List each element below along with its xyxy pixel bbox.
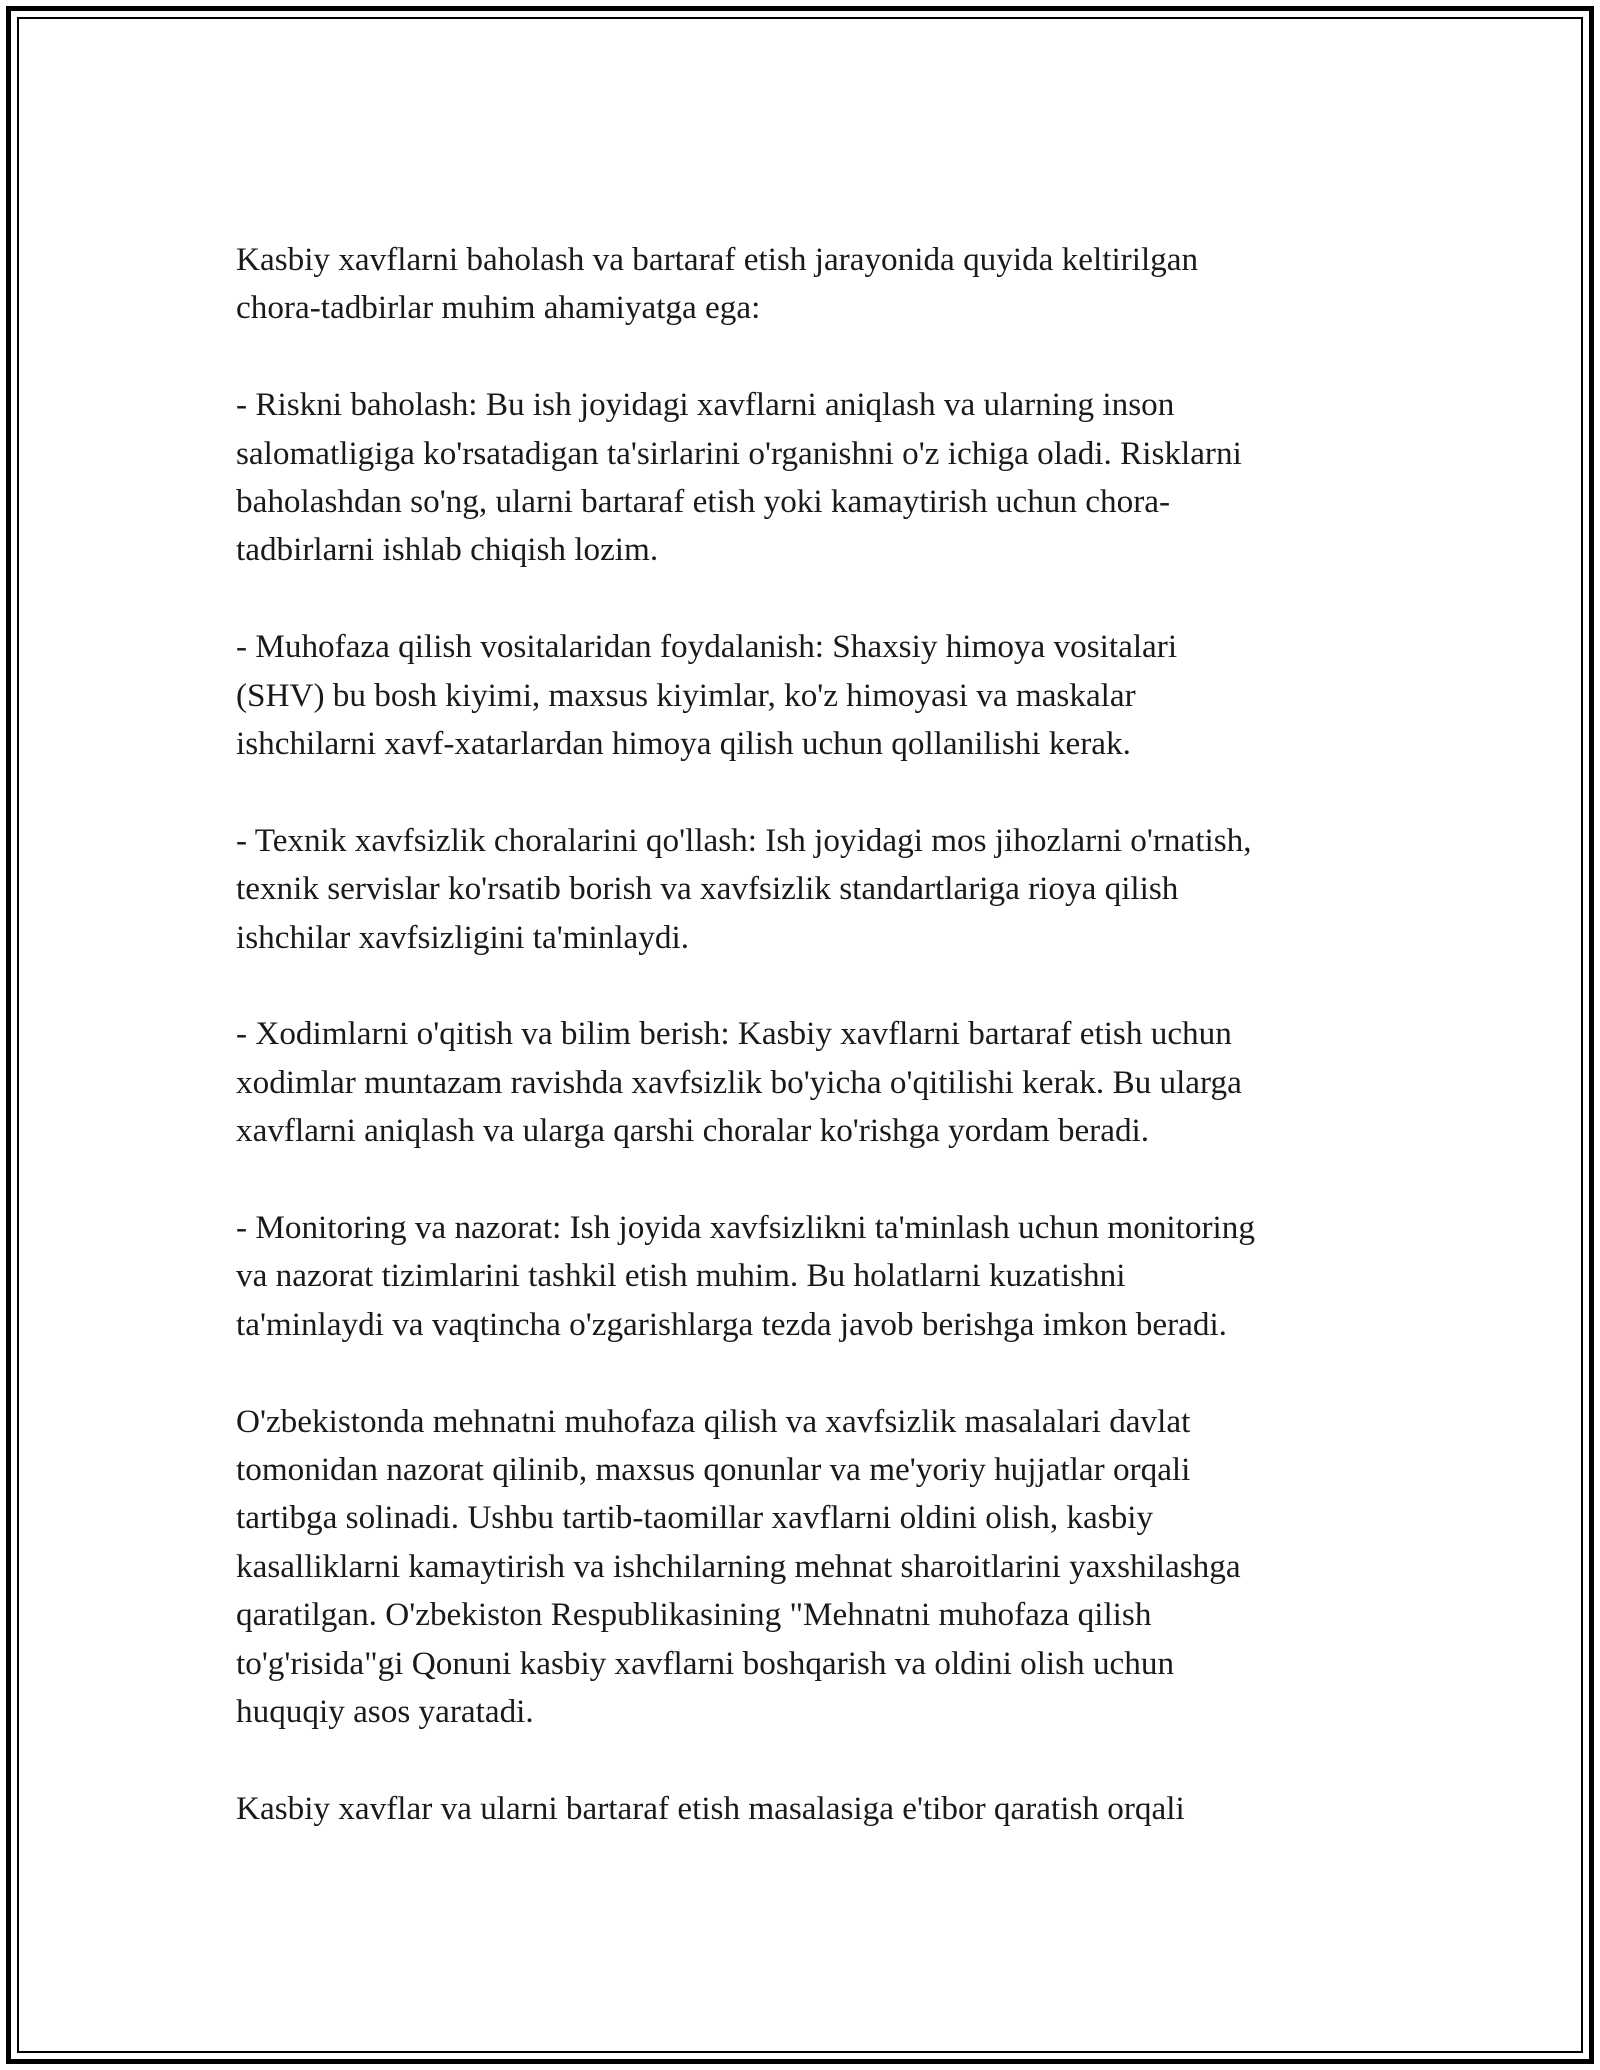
closing-paragraph: Kasbiy xavflar va ularni bartaraf etish masalasiga e'tibor qaratish orqali	[236, 1789, 1185, 1827]
document-body	[236, 236, 1396, 1882]
risk-assessment-paragraph: - Riskni baholash: Bu ish joyidagi xavflarni aniqlash va ularning inson salomatligiga ko'rsatadigan ta'sirlarini o'rganishni o'z ichiga oladi. Risklarni baholashdan so'ng, ularni bartaraf etish yoki kamaytirish uchun chora- tadbirlarni ishlab chiqish lozim.	[236, 386, 1242, 569]
staff-training-paragraph: - Xodimlarni o'qitish va bilim berish: Kasbiy xavflarni bartaraf etish uchun xodimlar muntazam ravishda xavfsizlik bo'yicha o'qitilishi kerak. Bu ularga xavflarni aniqlash va ularga qarshi choralar ko'rishga yordam beradi.	[236, 1015, 1242, 1150]
monitoring-paragraph: - Monitoring va nazorat: Ish joyida xavfsizlikni ta'minlash uchun monitoring va nazorat tizimlarini tashkil etish muhim. Bu holatlarni kuzatishni ta'minlaydi va vaqtincha o'zgarishlarga tezda javob berishga imkon beradi.	[236, 1209, 1255, 1343]
protective-equipment-paragraph: - Muhofaza qilish vositalaridan foydalanish: Shaxsiy himoya vositalari (SHV) bu bosh kiyimi, maxsus kiyimlar, ko'z himoyasi va maskalar ishchilarni xavf-xatarlardan himoya qilish uchun qollanilishi kerak.	[236, 628, 1178, 763]
technical-safety-paragraph: - Texnik xavfsizlik choralarini qo'llash: Ish joyidagi mos jihozlarni o'rnatish, texnik servislar ko'rsatib borish va xavfsizlik standartlariga rioya qilish ishchilar xavfsizligini ta'minlaydi.	[236, 821, 1252, 956]
uzbekistan-regulation-paragraph: O'zbekistonda mehnatni muhofaza qilish va xavfsizlik masalalari davlat tomonidan nazorat qilinib, maxsus qonunlar va me'yoriy hujjatlar orqali tartibga solinadi. Ushbu tartib-taomillar xavflarni oldini olish, kasbiy kasalliklarni kamaytirish va ishchilarning mehnat sharoitlarini yaxshilashga qaratilgan. O'zbekiston Respublikasining "Mehnatni muhofaza qilish to'g'risida"gi Qonuni kasbiy xavflarni boshqarish va oldini olish uchun huquqiy asos yaratadi.	[236, 1402, 1241, 1731]
intro-paragraph: Kasbiy xavflarni baholash va bartaraf etish jarayonida quyida keltirilgan chora-tadbirlar muhim ahamiyatga ega:	[236, 241, 1199, 327]
